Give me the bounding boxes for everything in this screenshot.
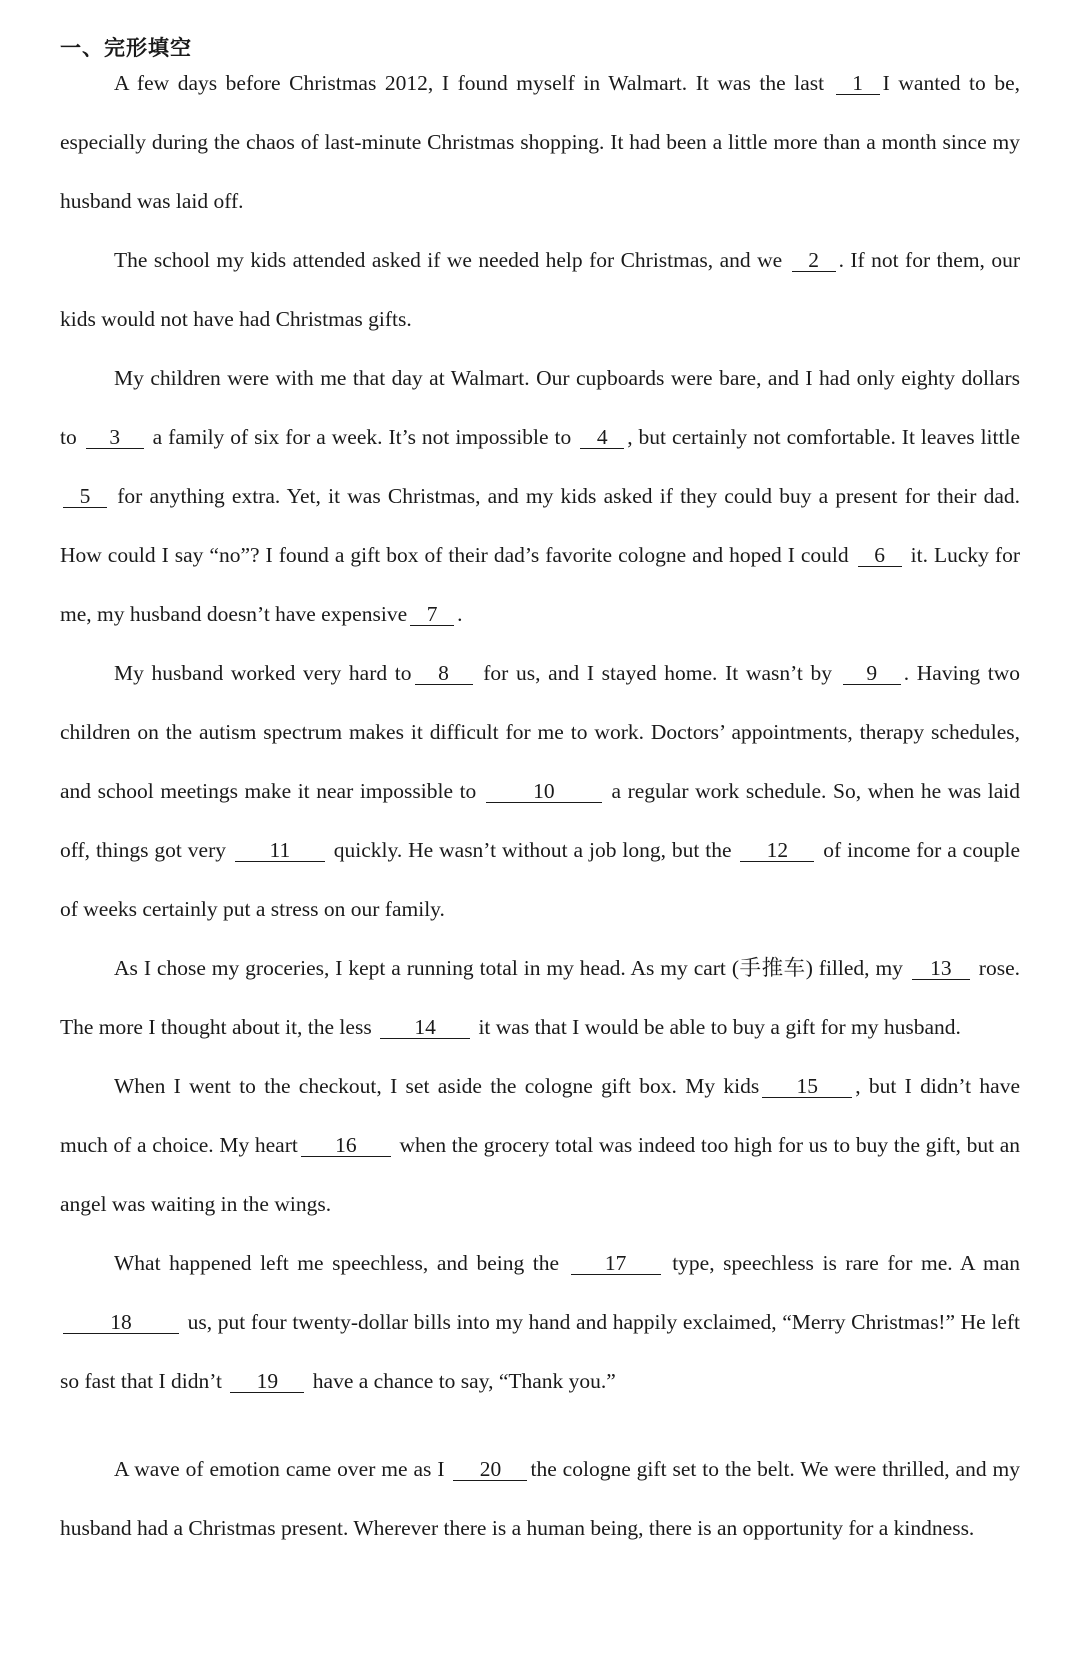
passage-text: type, speechless is rare for me. A man [663, 1251, 1020, 1275]
passage-text: a family of six for a week. It’s not impossible to [146, 425, 578, 449]
passage-text: A wave of emotion came over me as I [114, 1457, 451, 1481]
blank-2: 2 [792, 249, 836, 272]
paragraph-2 [60, 231, 1020, 349]
passage-text: My children were with me that day at Walmart. Our cupboards were bare, and I had only eighty dollars to [60, 366, 1020, 449]
passage-text: , but I didn’t have much of a choice. My heart [60, 1074, 1020, 1157]
passage-text: When I went to the checkout, I set aside the cologne gift box. My kids [114, 1074, 760, 1098]
blank-11: 11 [235, 839, 325, 862]
passage-text: rose. The more I thought about it, the less [60, 956, 1020, 1039]
paragraph-7 [60, 1234, 1020, 1411]
blank-12: 12 [740, 839, 814, 862]
passage-text: have a chance to say, “Thank you.” [307, 1369, 616, 1393]
passage-text: I wanted to be, especially during the chaos of last-minute Christmas shopping. It had been a little more than a month since my husband was laid off. [60, 71, 1020, 213]
blank-18: 18 [63, 1311, 179, 1334]
blank-13: 13 [912, 957, 970, 980]
passage-text: a regular work schedule. So, when he was laid off, things got very [60, 779, 1020, 862]
blank-6: 6 [858, 544, 902, 567]
paragraph-4 [60, 644, 1020, 939]
paragraph-6 [60, 1057, 1020, 1234]
paragraph-8 [60, 1440, 1020, 1558]
passage-text: for anything extra. Yet, it was Christmas, and my kids asked if they could buy a present for their dad. How could I say “no”? I found a gift box of their dad’s favorite cologne and hoped I could [60, 484, 1020, 567]
paragraph-3 [60, 349, 1020, 644]
passage-text: What happened left me speechless, and being the [114, 1251, 568, 1275]
passage-text: the cologne gift set to the belt. We were thrilled, and my husband had a Christmas present. Wherever there is a human being, there is an opportunity for a kindness. [60, 1457, 1021, 1540]
paragraph-5 [60, 939, 1020, 1057]
blank-9: 9 [843, 662, 901, 685]
blank-1: 1 [836, 72, 880, 95]
blank-15: 15 [762, 1075, 852, 1098]
passage-text: . [457, 602, 463, 626]
blank-8: 8 [415, 662, 473, 685]
passage-text: it. Lucky for me, my husband doesn’t have expensive [60, 543, 1020, 626]
section-title: 一、完形填空 [60, 36, 192, 60]
blank-17: 17 [571, 1252, 661, 1275]
passage-text: The school my kids attended asked if we needed help for Christmas, and we [114, 248, 789, 272]
passage-text: us, put four twenty-dollar bills into my hand and happily exclaimed, “Merry Christmas!” He left so fast that I didn’t [60, 1310, 1020, 1393]
blank-4: 4 [580, 426, 624, 449]
passage-text: A few days before Christmas 2012, I found myself in Walmart. It was the last [114, 71, 833, 95]
passage-text: when the grocery total was indeed too high for us to buy the gift, but an angel was waiting in the wings. [60, 1133, 1020, 1216]
cloze-passage [60, 54, 1020, 1558]
passage-text: quickly. He wasn’t without a job long, but the [327, 838, 738, 862]
passage-text: of income for a couple of weeks certainly put a stress on our family. [60, 838, 1020, 921]
blank-20: 20 [453, 1458, 527, 1481]
passage-text: . If not for them, our kids would not have had Christmas gifts. [60, 248, 1021, 331]
blank-14: 14 [380, 1016, 470, 1039]
passage-text: it was that I would be able to buy a gift for my husband. [473, 1015, 961, 1039]
passage-text: , but certainly not comfortable. It leaves little [627, 425, 1020, 449]
blank-5: 5 [63, 485, 107, 508]
passage-text: . Having two children on the autism spectrum makes it difficult for me to work. Doctors’ appointments, therapy schedules, and school meetings make it near impossible to [60, 661, 1020, 803]
blank-3: 3 [86, 426, 144, 449]
blank-7: 7 [410, 603, 454, 626]
passage-text: for us, and I stayed home. It wasn’t by [475, 661, 840, 685]
passage-text: As I chose my groceries, I kept a running total in my head. As my cart (手推车) filled, my [114, 956, 909, 980]
paragraph-1 [60, 54, 1020, 231]
passage-text: My husband worked very hard to [114, 661, 412, 685]
blank-10: 10 [486, 780, 602, 803]
blank-16: 16 [301, 1134, 391, 1157]
blank-19: 19 [230, 1370, 304, 1393]
